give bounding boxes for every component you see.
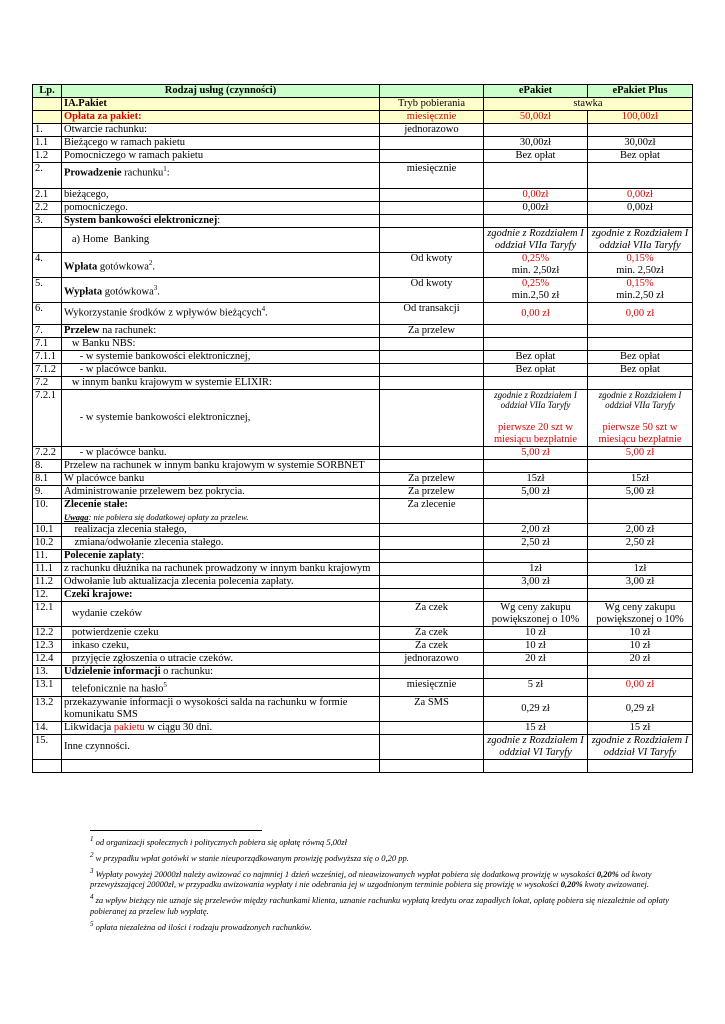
- fee-label: Opłata za pakiet:: [62, 111, 380, 124]
- table-row: 7. Przelew na rachunek: Za przelew: [33, 325, 693, 338]
- table-row: 7.2.2 - w placówce banku. 5,00 zł 5,00 zł: [33, 447, 693, 460]
- table-row: 6. Wykorzystanie środków z wpływów bieżących$^4$. Od transakcji 0,00 zł 0,00 zł: [33, 303, 693, 325]
- table-row-empty: [33, 759, 693, 772]
- table-row: 10. Zlecenie stałe: Uwaga: nie pobiera się dodatkowej opłaty za przelew. Za zlecenie: [33, 499, 693, 524]
- table-row: 10.1 realizacja zlecenia stałego, 2,00 zł 2,00 zł: [33, 524, 693, 537]
- table-row: 8. Przelew na rachunek w innym banku krajowym w systemie SORBNET: [33, 460, 693, 473]
- table-row: 4. Wpłata gotówkowa$^2$. Od kwoty 0,25% min. 2,50zł 0,15% min. 2,50zł: [33, 253, 693, 278]
- subheader-rate: stawka: [484, 98, 693, 111]
- table-row: 7.1.1 - w systemie bankowości elektronicznej, Bez opłat Bez opłat: [33, 351, 693, 364]
- fee-epakiet: 50,00zł: [484, 111, 588, 124]
- fee-mode: miesięcznie: [380, 111, 484, 124]
- table-row: 9. Administrowanie przelewem bez pokrycia. Za przelew 5,00 zł 5,00 zł: [33, 486, 693, 499]
- table-row: 7.1.2 - w placówce banku. Bez opłat Bez opłat: [33, 364, 693, 377]
- table-row: 12.1 wydanie czeków Za czek Wg ceny zakupu powiększonej o 10% Wg ceny zakupu powiększonej o 10%: [33, 602, 693, 627]
- table-row: 13.2 przekazywanie informacji o wysokości salda na rachunku w formie komunikatu SMS Za SMS 0,29 zł 0,29 zł: [33, 696, 693, 721]
- footnote-3: $^3$ Wypłaty powyżej 20000zł należy awizować co najmniej 1 dzień wcześniej, od nieawizowanych wypłat pobiera się dodatkową prowizję w wysokości 0,20% od kwoty przewyższającej 20000zł, w przypadku awizowania wypłaty i nie odebrania jej w uzgodnionym terminie pobiera się prowizję w wysokości 0,20% kwoty awizowanej.: [90, 866, 652, 890]
- table-row: 7.1 w Banku NBS:: [33, 338, 693, 351]
- table-row: 7.2.1 - w systemie bankowości elektronicznej, zgodnie z Rozdziałem I oddział VIIa Taryfy pierwsze 20 szt w miesiącu bezpłatnie zgodnie z Rozdziałem I oddział VIIa Taryfy pierwsze 50 szt w miesiącu bezpłatnie: [33, 390, 693, 447]
- header-epakiet: ePakiet: [484, 85, 588, 98]
- subheader-mode: Tryb pobierania: [380, 98, 484, 111]
- header-row: [33, 85, 693, 98]
- fee-table: [32, 84, 693, 773]
- table-row: 2. Prowadzenie rachunku$^1$: miesięcznie: [33, 163, 693, 189]
- table-row: 2.1 bieżącego, 0,00zł 0,00zł: [33, 189, 693, 202]
- table-row: 13.1 telefonicznie na hasło$^5$ miesięcznie 5 zł 0,00 zł: [33, 679, 693, 697]
- table-row: 12.3 inkaso czeku, Za czek 10 zł 10 zł: [33, 640, 693, 653]
- table-row: 7.2 w innym banku krajowym w systemie ELIXIR:: [33, 377, 693, 390]
- table-row: 10.2 zmiana/odwołanie zlecenia stałego. 2,50 zł 2,50 zł: [33, 537, 693, 550]
- footnote-2: $^2$ w przypadku wpłat gotówki w stanie nieuporządkowanym prowizję podwyższa się o 0,20 pp.: [90, 850, 409, 863]
- table-row: 14. Likwidacja pakietu w ciągu 30 dni. 15 zł 15 zł: [33, 721, 693, 734]
- table-row: a) Home Banking zgodnie z Rozdziałem I oddział VIIa Taryfy zgodnie z Rozdziałem I oddział VIIa Taryfy: [33, 228, 693, 253]
- header-lp: Lp.: [33, 85, 62, 98]
- table-row: 1.2 Pomocniczego w ramach pakietu Bez opłat Bez opłat: [33, 150, 693, 163]
- subheader-title: IA.Pakiet: [62, 98, 380, 111]
- table-row: 8.1 W placówce banku Za przelew 15zł 15zł: [33, 473, 693, 486]
- subheader-row: [33, 98, 693, 111]
- table-row: 3. System bankowości elektronicznej:: [33, 215, 693, 228]
- footnote-4: $^4$ za wpływ bieżący nie uznaje się przelewów między rachunkami klienta, uznanie rachunku wypłatą kredytu oraz zapadłych lokat, opłatę pobiera się niezależnie od opłaty pobieranej za przelew lub wypłatę.: [90, 893, 669, 917]
- header-service: Rodzaj usług (czynności): [62, 85, 380, 98]
- footnotes: [90, 834, 680, 935]
- footnote-separator: [90, 830, 262, 831]
- table-row: 11. Polecenie zapłaty:: [33, 550, 693, 563]
- fee-row: [33, 111, 693, 124]
- header-mode: [380, 85, 484, 98]
- table-row: 1. Otwarcie rachunku: jednorazowo: [33, 124, 693, 137]
- table-row: 2.2 pomocniczego. 0,00zł 0,00zł: [33, 202, 693, 215]
- fee-epakiet-plus: 100,00zł: [588, 111, 693, 124]
- table-row: 11.2 Odwołanie lub aktualizacja zlecenia polecenia zapłaty. 3,00 zł 3,00 zł: [33, 576, 693, 589]
- footnote-5: $^5$ opłata niezależna od ilości i rodzaju prowadzonych rachunków.: [90, 920, 312, 933]
- table-row: 5. Wypłata gotówkowa$^3$. Od kwoty 0,25% min.2,50 zł 0,15% min.2,50 zł: [33, 278, 693, 303]
- table-row: 15. Inne czynności. zgodnie z Rozdziałem I oddział VI Taryfy zgodnie z Rozdziałem I oddział VI Taryfy: [33, 734, 693, 759]
- table-row: 12.2 potwierdzenie czeku Za czek 10 zł 10 zł: [33, 627, 693, 640]
- footnote-1: $^1$ od organizacji społecznych i politycznych pobiera się opłatę równą 5,00zł: [90, 835, 347, 847]
- table-row: 13. Udzielenie informacji o rachunku:: [33, 666, 693, 679]
- table-row: 12.4 przyjęcie zgłoszenia o utracie czeków. jednorazowo 20 zł 20 zł: [33, 653, 693, 666]
- table-row: 11.1 z rachunku dłużnika na rachunek prowadzony w innym banku krajowym 1zł 1zł: [33, 563, 693, 576]
- table-row: 1.1 Bieżącego w ramach pakietu 30,00zł 30,00zł: [33, 137, 693, 150]
- table-row: 12. Czeki krajowe:: [33, 589, 693, 602]
- header-epakiet-plus: ePakiet Plus: [588, 85, 693, 98]
